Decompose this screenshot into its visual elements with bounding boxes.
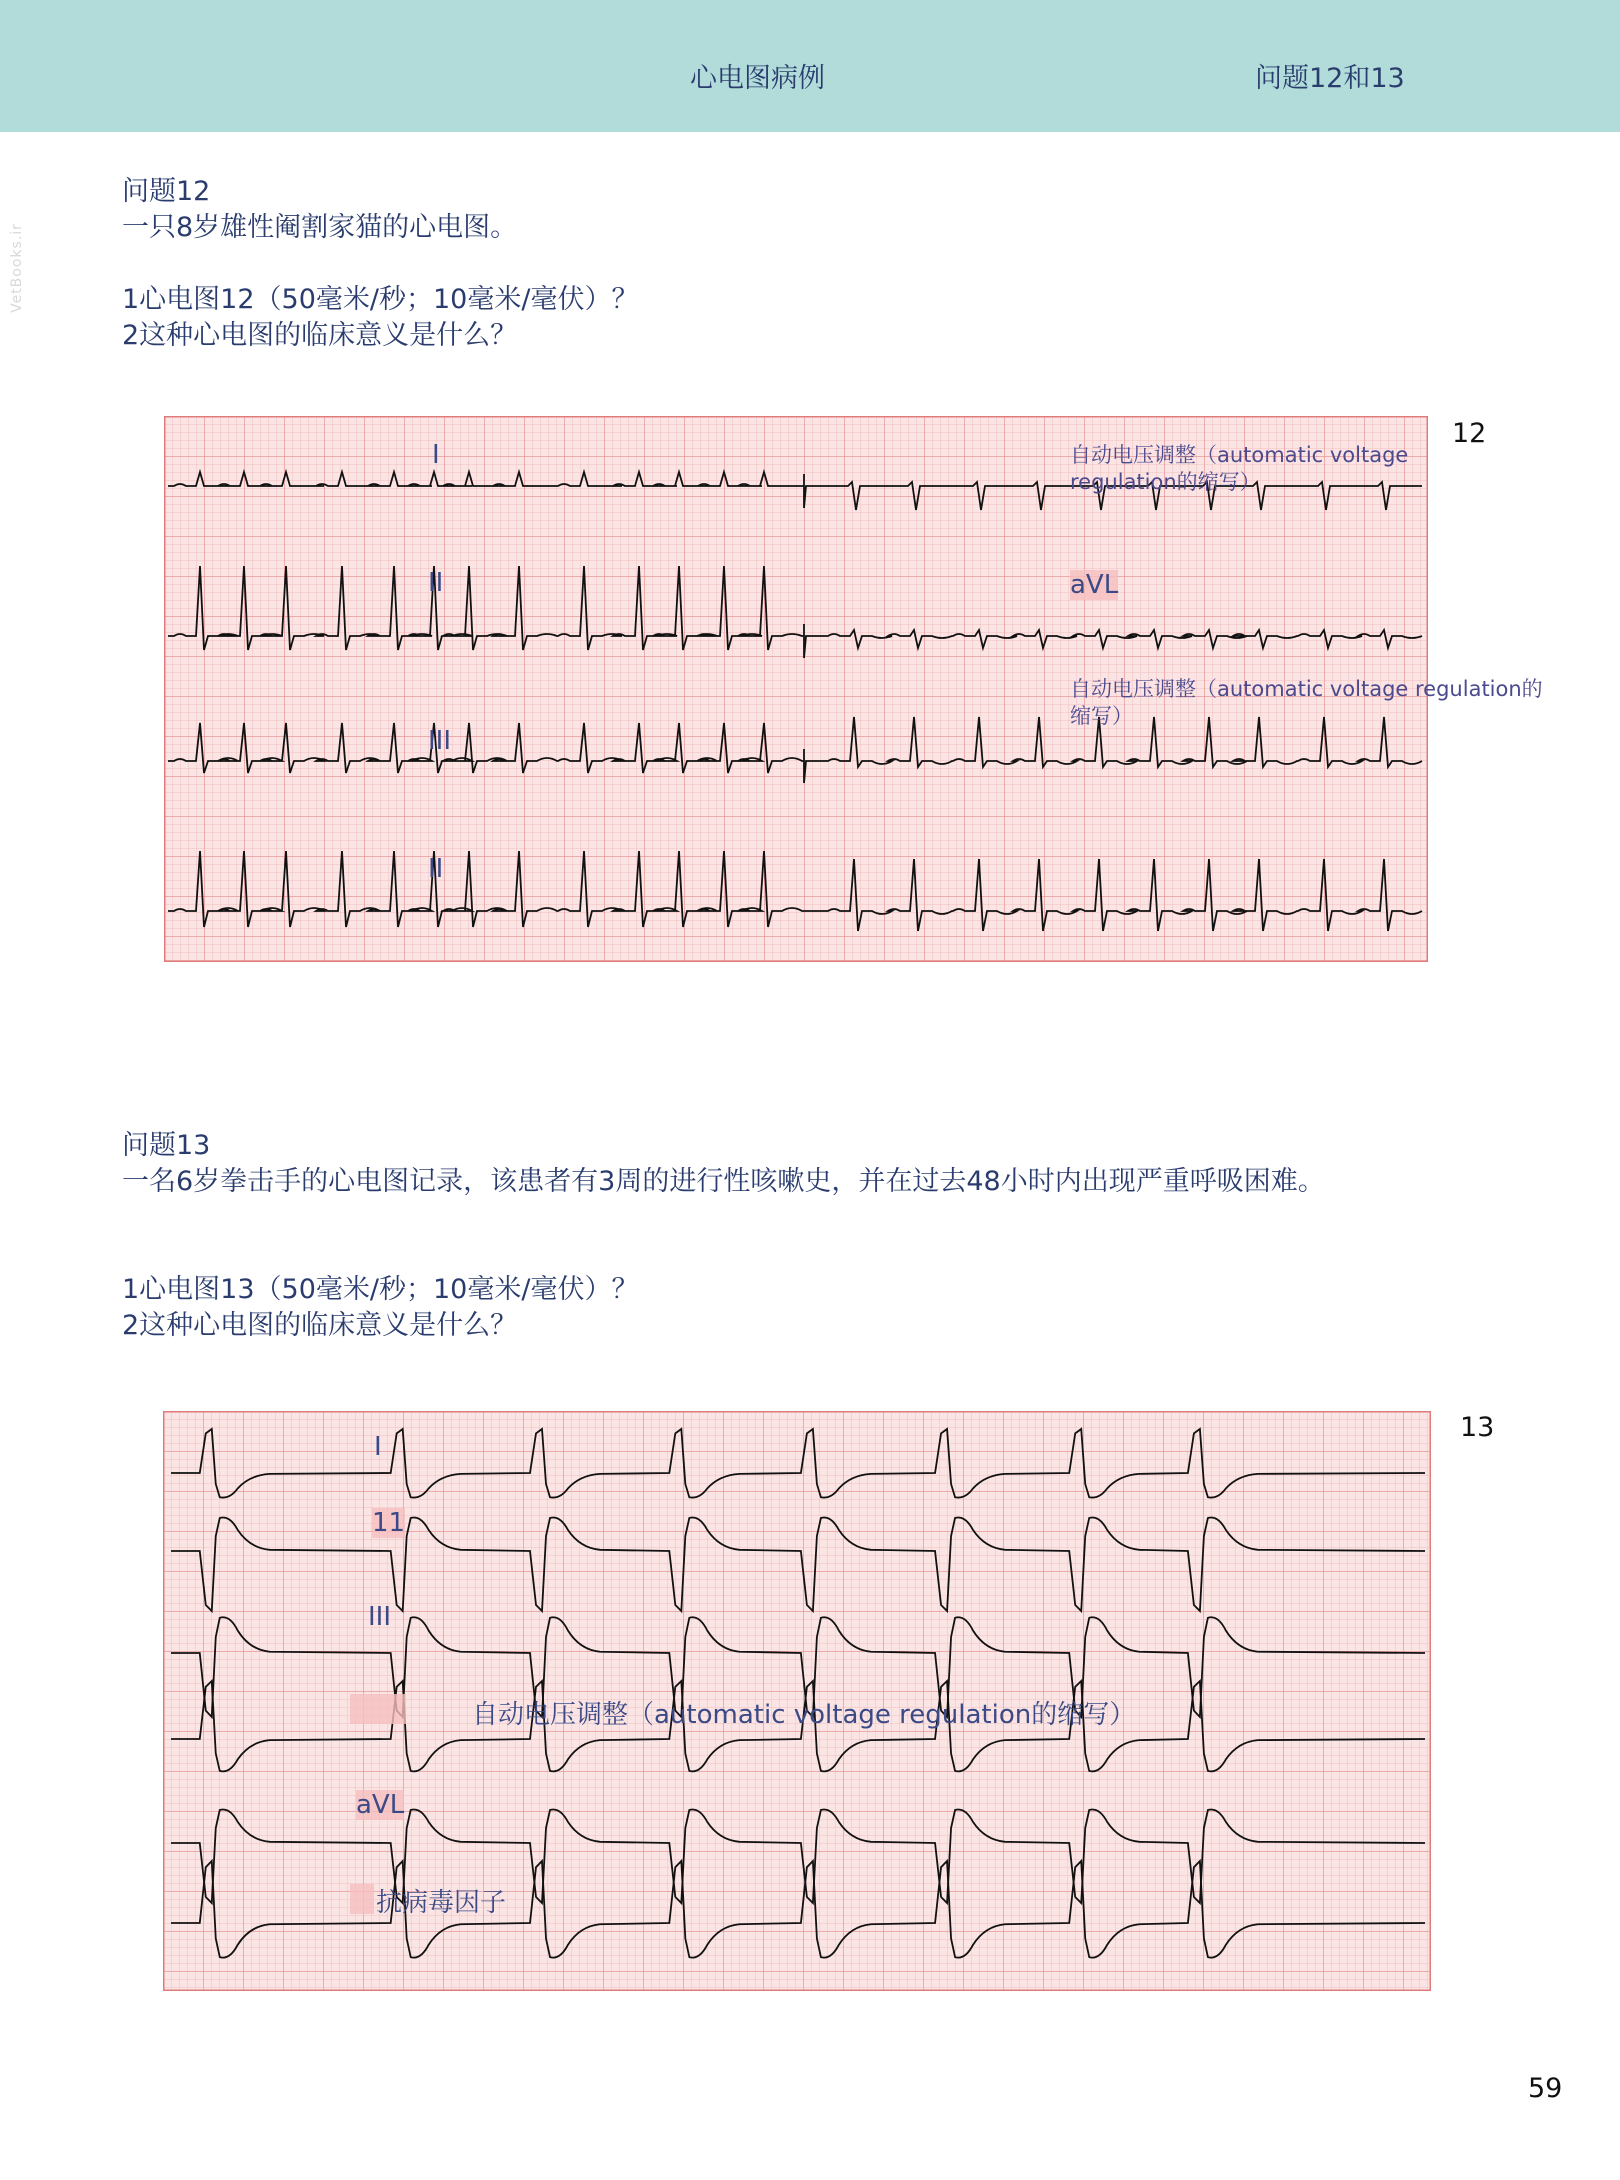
header-title: 心电图病例	[690, 63, 825, 94]
ecg-13-label-avl: aVL	[356, 1790, 405, 1820]
ecg-13-lead-1: I	[374, 1432, 382, 1462]
ecg-12-figure-number: 12	[1452, 418, 1487, 449]
ecg-13-lead-2: 11	[372, 1508, 406, 1538]
ecg-13-pink-marker-2	[350, 1884, 374, 1914]
question-13-item-1: 1心电图13（50毫米/秒；10毫米/毫伏）？	[122, 1274, 639, 1305]
ecg-13-pink-marker	[350, 1694, 406, 1724]
ecg-12-label-avl: aVL	[1070, 570, 1119, 600]
ecg-13-lead-3: III	[368, 1602, 392, 1632]
question-12-item-2: 2这种心电图的临床意义是什么？	[122, 320, 518, 351]
ecg-12-lead-3: III	[428, 726, 452, 756]
header-section-label: 问题12和13	[1255, 63, 1405, 94]
page-number: 59	[1528, 2073, 1563, 2104]
watermark: VetBooks.ir	[8, 223, 25, 313]
ecg-12-label-avr: 自动电压调整（automatic voltage regulation的缩写）	[1070, 443, 1409, 494]
question-13-heading: 问题13	[122, 1130, 211, 1161]
question-12-heading: 问题12	[122, 176, 211, 207]
question-12-block	[122, 174, 638, 354]
ecg-13-label-avr: 自动电压调整（automatic voltage regulation的缩写）	[472, 1700, 1136, 1730]
ecg-13-figure-number: 13	[1460, 1412, 1495, 1443]
question-12-item-1: 1心电图12（50毫米/秒；10毫米/毫伏）？	[122, 284, 639, 315]
question-13-block	[122, 1128, 1325, 1344]
ecg-12-lead-1: I	[432, 440, 440, 470]
ecg-12-lead-4: II	[428, 854, 444, 884]
question-13-description: 一名6岁拳击手的心电图记录，该患者有3周的进行性咳嗽史，并在过去48小时内出现严重呼吸困难。	[122, 1166, 1325, 1197]
ecg-12-label-avf: 自动电压调整（automatic voltage regulation的缩写）	[1070, 677, 1543, 728]
ecg-12-lead-2: II	[428, 568, 444, 598]
question-12-description: 一只8岁雄性阉割家猫的心电图。	[122, 212, 518, 243]
ecg-13-label-avf: 抗病毒因子	[376, 1888, 507, 1918]
question-13-item-2: 2这种心电图的临床意义是什么？	[122, 1310, 518, 1341]
